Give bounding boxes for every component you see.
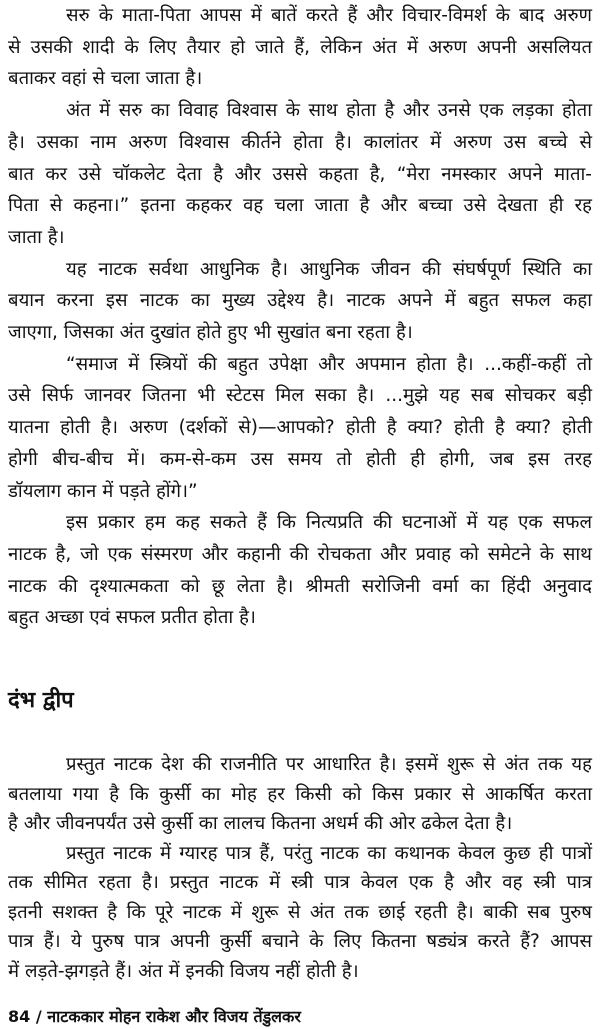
- paragraph: [8, 0, 592, 95]
- text-line: से उसकी शादी के लिए तैयार हो जाते हैं, लेकिन अंत में अरुण अपनी असलियत: [8, 36, 592, 58]
- text-line: है और जीवनपर्यंत उसे कुर्सी का लालच कितना अधर्म की ओर ढकेल देता है।: [8, 813, 513, 834]
- text-line: जाएगा, जिसका अंत दुखांत होते हुए भी सुखांत बना रहता है।: [8, 322, 413, 344]
- text-line: बताकर वहां से चला जाता है।: [8, 68, 203, 90]
- paragraph: [8, 839, 592, 987]
- text-line: नाटक की दृश्यात्मकता को छू लेता है। श्रीमती सरोजिनी वर्मा का हिंदी अनुवाद: [8, 575, 592, 597]
- text-line: यातना होती है। अरुण (दर्शकों से)—आपको? होती है क्या? होती है क्या? होती: [8, 417, 592, 439]
- text-line: जाता है।: [8, 226, 65, 248]
- text-line: डॉयलाग कान में पड़ते होंगे।”: [8, 480, 198, 502]
- text-line: तक सीमित रहता है। प्रस्तुत नाटक में स्त्री पात्र केवल एक है और वह स्त्री पात्र: [8, 872, 592, 893]
- text-line: है। उसका नाम अरुण विश्वास कीर्तने होता है। कालांतर में अरुण उस बच्चे से: [8, 131, 592, 153]
- paragraph: [8, 750, 592, 839]
- text-line: में लड़ते-झगड़ते हैं। अंत में इनकी विजय नहीं होती है।: [8, 960, 359, 982]
- text-line: बयान करना इस नाटक का मुख्य उद्देश्य है। नाटक अपने में बहुत सफल कहा: [8, 290, 592, 312]
- text-line: होगी बीच-बीच में। कम-से-कम उस समय तो होती ही होगी, जब इस तरह: [8, 448, 592, 470]
- text-line: पात्र हैं। ये पुरुष पात्र अपनी कुर्सी बचाने के लिए कितना षड्यंत्र करते हैं? आपस: [8, 931, 592, 952]
- text-line: बतलाया गया है कि कुर्सी का मोह हर किसी को किस प्रकार से आकर्षित करता: [8, 783, 592, 805]
- section-heading: दंभ द्वीप: [8, 688, 74, 713]
- text-line: नाटक है, जो एक संस्मरण और कहानी की रोचकता और प्रवाह को समेटने के साथ: [8, 543, 592, 565]
- paragraph: [8, 349, 592, 508]
- text-line: “समाज में स्त्रियों की बहुत उपेक्षा और अपमान होता है। ...कहीं-कहीं तो: [66, 353, 592, 375]
- text-line: पिता से कहना।” इतना कहकर वह चला जाता है और बच्चा उसे देखता ही रह: [8, 195, 592, 217]
- paragraph: [8, 507, 592, 634]
- text-line: उसे सिर्फ जानवर जितना भी स्टेटस मिल सका है। ...मुझे यह सब सोचकर बड़ी: [8, 385, 592, 407]
- text-line: यह नाटक सर्वथा आधुनिक है। आधुनिक जीवन की संघर्षपूर्ण स्थिति का: [66, 258, 592, 280]
- paragraph: [8, 254, 592, 349]
- text-line: प्रस्तुत नाटक में ग्यारह पात्र हैं, परंतु नाटक का कथानक केवल कुछ ही पात्रों: [66, 842, 592, 864]
- text-line: इतनी सशक्त है कि पूरे नाटक में शुरू से अंत तक छाई रहती है। बाकी सब पुरुष: [8, 901, 592, 923]
- page-footer: 84 / नाटककार मोहन राकेश और विजय तेंडुलकर: [8, 1007, 301, 1026]
- text-line: इस प्रकार हम कह सकते हैं कि नित्यप्रति की घटनाओं में यह एक सफल: [66, 512, 592, 534]
- text-line: प्रस्तुत नाटक देश की राजनीति पर आधारित है। इसमें शुरू से अंत तक यह: [66, 754, 592, 775]
- section-body-2: [8, 750, 592, 986]
- text-line: सरु के माता-पिता आपस में बातें करते हैं और विचार-विमर्श के बाद अरुण: [66, 5, 592, 26]
- text-line: बात कर उसे चॉकलेट देता है और उससे कहता है, “मेरा नमस्कार अपने माता-: [8, 163, 592, 185]
- text-line: बहुत अच्छा एवं सफल प्रतीत होता है।: [8, 607, 256, 629]
- paragraph: [8, 95, 592, 254]
- section-body-1: [8, 0, 592, 634]
- text-line: अंत में सरु का विवाह विश्वास के साथ होता है और उनसे एक लड़का होता: [66, 100, 592, 122]
